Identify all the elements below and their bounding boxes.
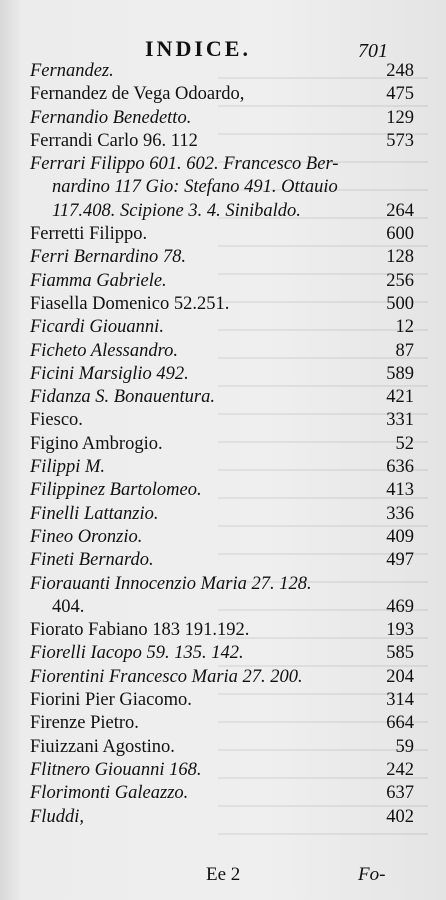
entry-page-number: 264 xyxy=(386,200,414,221)
entry-name: Finelli Lattanzio. xyxy=(30,503,159,524)
entry-page-number: 256 xyxy=(386,270,414,291)
index-entry xyxy=(0,503,446,526)
entry-page-number: 336 xyxy=(386,503,414,524)
entry-name: Fluddi, xyxy=(30,806,84,827)
index-entry xyxy=(0,60,446,83)
entry-page-number: 204 xyxy=(386,666,414,687)
entry-name: Fiorentini Francesco Maria 27. 200. xyxy=(30,666,303,687)
entry-page-number: 589 xyxy=(386,363,414,384)
entry-name-continuation: nardino 117 Gio: Stefano 491. Ottauio xyxy=(52,177,338,198)
index-entry xyxy=(0,270,446,293)
running-title: INDICE. xyxy=(145,36,251,61)
index-entry xyxy=(0,363,446,386)
entry-page-number: 664 xyxy=(386,713,414,734)
entry-page-number: 469 xyxy=(386,596,414,617)
index-entry xyxy=(0,246,446,269)
entry-name-continuation: 117.408. Scipione 3. 4. Sinibaldo. xyxy=(52,200,301,221)
entry-name: Ferri Bernardino 78. xyxy=(30,247,187,268)
entry-name: Ficardi Giouanni. xyxy=(30,317,164,338)
entry-page-number: 248 xyxy=(386,61,414,81)
entry-name: Ficini Marsiglio 492. xyxy=(30,363,189,384)
catchword: Fo- xyxy=(358,864,386,885)
entry-name: Figino Ambrogio. xyxy=(30,433,163,454)
entry-name: Fernandio Benedetto. xyxy=(30,107,192,128)
entry-name: Fiorelli Iacopo 59. 135. 142. xyxy=(30,643,244,664)
entry-page-number: 128 xyxy=(386,247,414,268)
entry-page-number: 193 xyxy=(386,620,414,641)
entry-name: Fineo Oronzio. xyxy=(30,526,143,547)
index-entries xyxy=(0,60,446,829)
entry-page-number: 409 xyxy=(386,526,414,547)
entry-name: Fidanza S. Bonauentura. xyxy=(30,387,215,408)
entry-name: Fernandez. xyxy=(30,61,114,81)
index-entry xyxy=(0,200,446,223)
entry-name: Fernandez de Vega Odoardo, xyxy=(30,84,245,105)
entry-name: Flitnero Giouanni 168. xyxy=(30,759,202,780)
entry-name: Fiasella Domenico 52.251. xyxy=(30,293,230,314)
entry-page-number: 331 xyxy=(386,410,414,431)
entry-page-number: 500 xyxy=(386,293,414,314)
entry-name: Ferrari Filippo 601. 602. Francesco Ber- xyxy=(30,154,339,175)
index-entry xyxy=(0,759,446,782)
entry-name: Ficheto Alessandro. xyxy=(30,340,178,361)
entry-name: Firenze Pietro. xyxy=(30,713,139,734)
index-entry xyxy=(0,782,446,805)
index-entry xyxy=(0,223,446,246)
entry-page-number: 636 xyxy=(386,457,414,478)
index-entry xyxy=(0,573,446,596)
entry-page-number: 314 xyxy=(386,690,414,711)
entry-page-number: 129 xyxy=(386,107,414,128)
entry-name: Fiamma Gabriele. xyxy=(30,270,167,291)
entry-name: Ferretti Filippo. xyxy=(30,224,148,245)
entry-page-number: 59 xyxy=(395,736,414,757)
entry-name: Fiuizzani Agostino. xyxy=(30,736,175,757)
entry-name: Fiorauanti Innocenzio Maria 27. 128. xyxy=(30,573,312,594)
entry-name: Filippi M. xyxy=(30,457,106,478)
index-entry xyxy=(0,596,446,619)
entry-name: Filippinez Bartolomeo. xyxy=(30,480,202,501)
page-number: 701 xyxy=(358,40,388,62)
index-entry xyxy=(0,340,446,363)
entry-page-number: 421 xyxy=(386,387,414,408)
entry-page-number: 242 xyxy=(386,759,414,780)
entry-name: Fiorini Pier Giacomo. xyxy=(30,690,192,711)
index-entry xyxy=(0,689,446,712)
entry-page-number: 413 xyxy=(386,480,414,501)
entry-name: Fiorato Fabiano 183 191.192. xyxy=(30,620,250,641)
index-entry xyxy=(0,619,446,642)
entry-page-number: 475 xyxy=(386,84,414,105)
entry-page-number: 402 xyxy=(386,806,414,827)
entry-name: Ferrandi Carlo 96. 112 xyxy=(30,130,198,151)
entry-page-number: 52 xyxy=(395,433,414,454)
index-entry xyxy=(0,130,446,153)
index-entry xyxy=(0,153,446,176)
entry-page-number: 585 xyxy=(386,643,414,664)
signature-mark: Ee 2 xyxy=(206,864,241,885)
entry-name: Fineti Bernardo. xyxy=(30,550,154,571)
index-entry xyxy=(0,176,446,199)
entry-page-number: 87 xyxy=(395,340,414,361)
index-entry xyxy=(0,549,446,572)
entry-page-number: 600 xyxy=(386,224,414,245)
index-entry xyxy=(0,736,446,759)
index-entry xyxy=(0,479,446,502)
page-footer xyxy=(0,864,446,890)
entry-name: Florimonti Galeazzo. xyxy=(30,783,189,804)
entry-name-continuation: 404. xyxy=(52,596,85,617)
entry-page-number: 637 xyxy=(386,783,414,804)
index-entry xyxy=(0,806,446,829)
index-entry xyxy=(0,107,446,130)
index-entry xyxy=(0,642,446,665)
index-entry xyxy=(0,316,446,339)
entry-page-number: 497 xyxy=(386,550,414,571)
index-entry xyxy=(0,386,446,409)
index-entry xyxy=(0,666,446,689)
index-entry xyxy=(0,293,446,316)
index-entry xyxy=(0,83,446,106)
index-entry xyxy=(0,433,446,456)
index-entry xyxy=(0,712,446,735)
index-entry xyxy=(0,456,446,479)
index-entry xyxy=(0,526,446,549)
entry-page-number: 12 xyxy=(395,317,414,338)
entry-page-number: 573 xyxy=(386,130,414,151)
index-entry xyxy=(0,409,446,432)
entry-name: Fiesco. xyxy=(30,410,83,431)
